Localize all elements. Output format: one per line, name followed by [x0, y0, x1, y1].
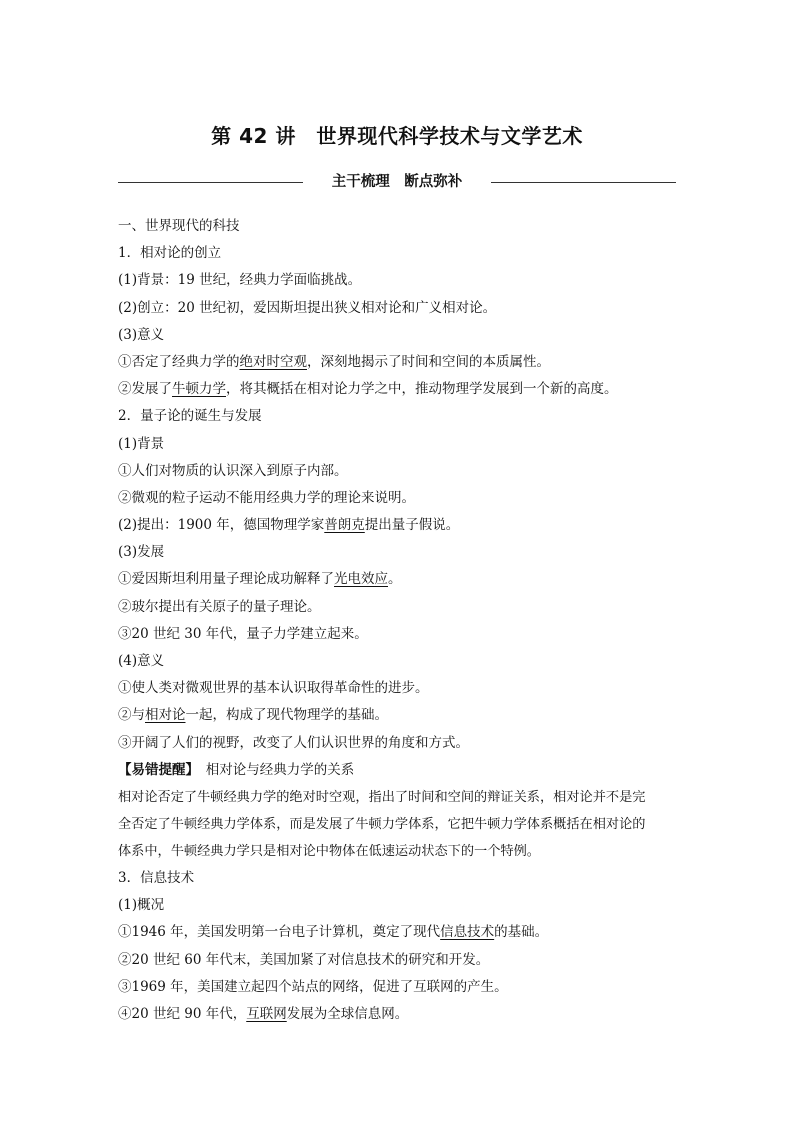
text-segment: ①否定了经典力学的 — [118, 353, 240, 370]
section-header-label: 主干梳理 断点弥补 — [331, 174, 463, 190]
text-line — [118, 974, 680, 1001]
text-segment: ，深刻地揭示了时间和空间的本质属性。 — [307, 353, 550, 370]
text-line — [118, 621, 680, 648]
text-segment: 发展为全球信息网。 — [286, 1005, 409, 1022]
text-segment: 2．量子论的诞生与发展 — [118, 408, 262, 425]
text-segment: 相对论与经典力学的关系 — [192, 761, 355, 778]
text-segment: (2)提出：1900 年，德国物理学家 — [118, 517, 325, 534]
text-segment: 体系中，牛顿经典力学只是相对论中物体在低速运动状态下的一个特例。 — [118, 843, 540, 859]
text-segment: ②发展了 — [118, 381, 172, 398]
text-line — [118, 947, 680, 974]
text-line — [118, 322, 680, 349]
text-segment: ②玻尔提出有关原子的量子理论。 — [118, 598, 321, 615]
text-segment: ②微观的粒子运动不能用经典力学的理论来说明。 — [118, 489, 415, 506]
text-segment: (4)意义 — [118, 653, 165, 669]
text-segment: ①爱因斯坦利用量子理论成功解释了 — [118, 571, 334, 588]
text-line — [118, 648, 680, 675]
underlined-keyword: 互联网 — [246, 1005, 287, 1022]
text-line — [118, 240, 680, 267]
underlined-keyword: 绝对时空观 — [239, 353, 307, 370]
text-segment: 全否定了牛顿经典力学体系，而是发展了牛顿力学体系，它把牛顿力学体系概括在相对论的 — [118, 816, 646, 832]
text-line — [118, 1001, 680, 1028]
text-segment: 相对论否定了牛顿经典力学的绝对时空观，指出了时间和空间的辩证关系，相对论并不是完 — [118, 789, 646, 805]
page-title: 第 42 讲 世界现代科学技术与文学艺术 — [211, 124, 583, 148]
text-segment: 。 — [388, 571, 402, 588]
text-segment: 一、世界现代的科技 — [118, 218, 240, 234]
text-line — [118, 458, 680, 485]
text-segment: ，将其概括在相对论力学之中，推动物理学发展到一个新的高度。 — [226, 381, 618, 398]
text-segment: ②与 — [118, 707, 145, 724]
text-line — [118, 566, 680, 593]
text-segment: ①人们对物质的认识深入到原子内部。 — [118, 462, 348, 479]
text-segment: 3．信息技术 — [118, 869, 195, 886]
text-line — [118, 431, 680, 458]
text-line — [118, 919, 680, 946]
text-segment: ②20 世纪 60 年代末，美国加紧了对信息技术的研究和开发。 — [118, 951, 490, 968]
text-line — [118, 512, 680, 539]
underlined-keyword: 普朗克 — [324, 517, 365, 534]
text-segment: (1)背景：19 世纪，经典力学面临挑战。 — [118, 272, 362, 289]
paragraph-line — [118, 811, 680, 838]
text-line — [118, 295, 680, 322]
text-line — [118, 702, 680, 729]
text-line — [118, 213, 680, 240]
text-segment: (3)发展 — [118, 544, 165, 561]
underlined-keyword: 光电效应 — [334, 571, 388, 588]
text-segment: (1)背景 — [118, 435, 165, 452]
paragraph-line — [118, 784, 680, 811]
text-segment: 1．相对论的创立 — [118, 245, 222, 262]
bold-label: 【易错提醒】 — [118, 761, 193, 778]
text-segment: ④20 世纪 90 年代， — [118, 1005, 247, 1022]
text-line — [118, 349, 680, 376]
text-line — [118, 403, 680, 430]
text-line — [118, 267, 680, 294]
text-line — [118, 865, 680, 892]
paragraph-line — [118, 838, 680, 865]
underlined-keyword: 牛顿力学 — [172, 381, 226, 398]
text-line — [118, 675, 680, 702]
text-segment: (1)概况 — [118, 897, 165, 914]
text-line — [118, 892, 680, 919]
text-segment: ①使人类对微观世界的基本认识取得革命性的进步。 — [118, 680, 429, 697]
text-segment: (2)创立：20 世纪初，爱因斯坦提出狭义相对论和广义相对论。 — [118, 299, 497, 316]
text-segment: ③20 世纪 30 年代，量子力学建立起来。 — [118, 625, 368, 642]
text-segment: 的基础。 — [494, 924, 549, 941]
document-body — [118, 213, 680, 1028]
text-line — [118, 594, 680, 621]
text-line — [118, 485, 680, 512]
text-line — [118, 730, 680, 757]
underlined-keyword: 信息技术 — [440, 924, 495, 941]
text-segment: ③开阔了人们的视野，改变了人们认识世界的角度和方式。 — [118, 734, 469, 751]
text-line — [118, 376, 680, 403]
header-rule-left — [118, 182, 303, 183]
text-line — [118, 757, 680, 784]
header-rule-right — [491, 182, 676, 183]
text-segment: 提出量子假说。 — [364, 517, 460, 534]
text-segment: (3)意义 — [118, 326, 165, 343]
underlined-keyword: 相对论 — [145, 707, 186, 724]
text-segment: 一起，构成了现代物理学的基础。 — [185, 707, 388, 724]
section-header — [118, 170, 676, 194]
text-line — [118, 539, 680, 566]
text-segment: ③1969 年，美国建立起四个站点的网络，促进了互联网的产生。 — [118, 978, 508, 995]
text-segment: ①1946 年，美国发明第一台电子计算机，奠定了现代 — [118, 924, 441, 941]
